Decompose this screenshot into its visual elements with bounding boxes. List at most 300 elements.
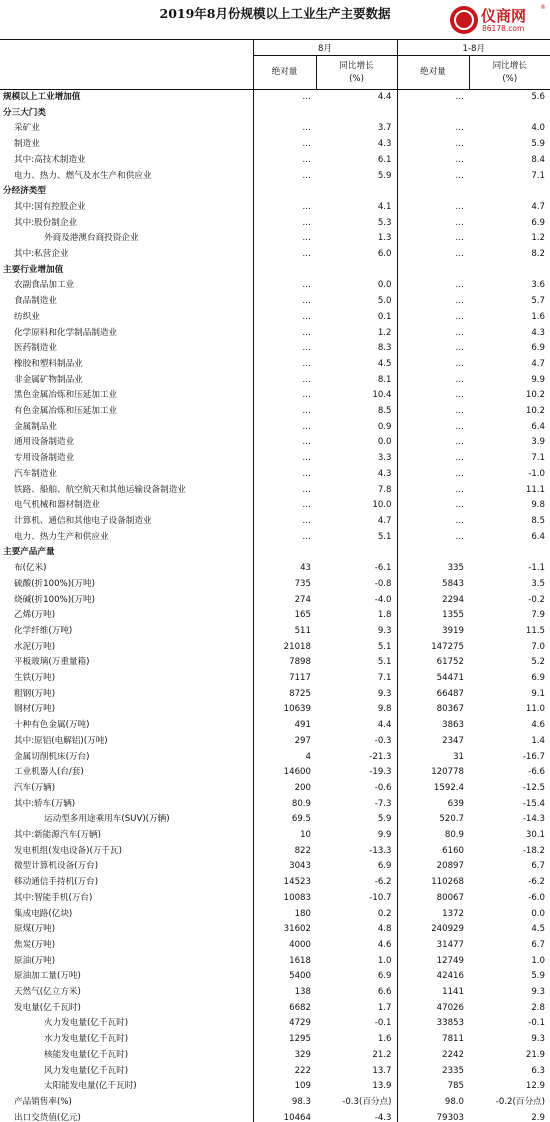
row-growth-ytd: -6.6 xyxy=(528,767,546,778)
row-absolute-aug: 5400 xyxy=(253,969,316,985)
row-name: 十种有色金属(万吨) xyxy=(14,720,90,731)
row-absolute-aug: … xyxy=(253,373,316,389)
row-growth-ytd: -16.7 xyxy=(522,751,546,762)
row-growth-aug xyxy=(316,106,397,122)
row-name: 发电量(亿千瓦时) xyxy=(14,1002,81,1013)
row-growth-ytd: 2.9 xyxy=(469,1111,550,1122)
row-growth-ytd: 3.6 xyxy=(531,280,546,291)
table-section-row xyxy=(0,106,550,122)
row-absolute-ytd: 61752 xyxy=(397,655,469,671)
row-growth-aug: 9.9 xyxy=(377,830,392,841)
table-header-group-row xyxy=(0,40,550,56)
table-row xyxy=(0,734,550,750)
table-row xyxy=(0,435,550,451)
row-growth-ytd: 6.3 xyxy=(531,1065,546,1076)
row-absolute-ytd: 7811 xyxy=(397,1032,469,1048)
row-growth-ytd: 11.1 xyxy=(525,484,546,495)
row-growth-ytd: 10.2 xyxy=(525,406,546,417)
table-row xyxy=(0,624,550,640)
row-absolute-ytd: 80.9 xyxy=(397,828,469,844)
row-growth-ytd: 6.9 xyxy=(531,217,546,228)
table-row xyxy=(0,1016,550,1032)
row-growth-ytd: 5.6 xyxy=(531,92,546,102)
row-absolute-ytd: 66487 xyxy=(397,687,469,703)
row-absolute-aug: … xyxy=(253,278,316,294)
row-absolute-aug: 735 xyxy=(253,577,316,593)
row-absolute-aug: 69.5 xyxy=(253,812,316,828)
row-growth-ytd: 5.9 xyxy=(531,139,546,150)
row-absolute-ytd: … xyxy=(397,231,469,247)
table-row xyxy=(0,200,550,216)
row-absolute-aug xyxy=(253,263,316,279)
row-absolute-aug: 10 xyxy=(253,828,316,844)
row-growth-aug: 1.6 xyxy=(377,1034,392,1045)
row-name: 分经济类型 xyxy=(3,186,46,197)
row-absolute-aug: 10083 xyxy=(253,891,316,907)
row-growth-aug: 5.1 xyxy=(377,531,392,542)
table-row xyxy=(0,1111,550,1122)
row-absolute-aug: 14523 xyxy=(253,875,316,891)
row-absolute-ytd: 110268 xyxy=(397,875,469,891)
row-name: 其中:新能源汽车(万辆) xyxy=(14,830,101,841)
row-growth-ytd: 8.4 xyxy=(531,154,546,165)
table-row xyxy=(0,577,550,593)
row-name: 其中:国有控股企业 xyxy=(14,201,86,212)
row-name: 运动型多用途乘用车(SUV)(万辆) xyxy=(44,814,170,825)
row-growth-ytd: 6.7 xyxy=(531,939,546,950)
row-growth-aug: 8.3 xyxy=(377,343,392,354)
row-absolute-ytd: … xyxy=(397,121,469,137)
row-absolute-aug: 7117 xyxy=(253,671,316,687)
row-absolute-aug: … xyxy=(253,498,316,514)
row-absolute-aug: … xyxy=(253,420,316,436)
row-growth-aug: 9.3 xyxy=(377,625,392,636)
row-growth-ytd: -1.0 xyxy=(528,468,546,479)
row-growth-aug: 1.8 xyxy=(377,610,392,621)
table-row xyxy=(0,969,550,985)
row-growth-ytd: -6.2 xyxy=(528,877,546,888)
row-name: 外商及港澳台商投资企业 xyxy=(44,233,139,244)
row-name: 主要产品产量 xyxy=(3,547,55,558)
table-row xyxy=(0,310,550,326)
row-absolute-aug xyxy=(253,184,316,200)
row-absolute-ytd: … xyxy=(397,310,469,326)
header-growth-label: 同比增长 xyxy=(339,60,374,71)
table-row xyxy=(0,702,550,718)
row-absolute-ytd: … xyxy=(397,137,469,153)
table-row xyxy=(0,797,550,813)
row-growth-ytd: 4.6 xyxy=(531,720,546,731)
row-absolute-aug: … xyxy=(253,326,316,342)
table-row xyxy=(0,451,550,467)
row-absolute-ytd: 520.7 xyxy=(397,812,469,828)
row-growth-ytd: 4.5 xyxy=(531,924,546,935)
row-growth-ytd: 0.0 xyxy=(531,908,546,919)
row-absolute-ytd: 3919 xyxy=(397,624,469,640)
row-growth-aug xyxy=(316,184,397,200)
row-growth-aug: 21.2 xyxy=(372,1049,392,1060)
table-row xyxy=(0,922,550,938)
row-absolute-ytd: 2242 xyxy=(397,1048,469,1064)
row-growth-ytd: 5.7 xyxy=(531,296,546,307)
row-absolute-ytd: 639 xyxy=(397,797,469,813)
row-growth-aug: -6.1 xyxy=(374,563,392,574)
row-absolute-aug: … xyxy=(253,483,316,499)
row-growth-ytd: 1.6 xyxy=(531,311,546,322)
row-growth-aug: -0.1 xyxy=(374,1018,392,1029)
row-name: 发电机组(发电设备)(万千瓦) xyxy=(14,845,122,856)
row-absolute-aug: … xyxy=(253,231,316,247)
row-absolute-ytd: 54471 xyxy=(397,671,469,687)
table-row xyxy=(0,373,550,389)
row-name: 微型计算机设备(万台) xyxy=(14,861,99,872)
row-absolute-ytd: … xyxy=(397,278,469,294)
row-growth-aug: 1.0 xyxy=(377,955,392,966)
row-growth-ytd: 1.0 xyxy=(531,955,546,966)
table-row xyxy=(0,404,550,420)
row-absolute-ytd: … xyxy=(397,467,469,483)
row-absolute-ytd: 31477 xyxy=(397,938,469,954)
row-absolute-ytd: … xyxy=(397,357,469,373)
row-growth-ytd xyxy=(469,263,550,279)
header-blank xyxy=(0,56,253,90)
row-growth-ytd xyxy=(469,545,550,561)
row-name: 金属切削机床(万台) xyxy=(14,751,90,762)
table-row xyxy=(0,907,550,923)
row-name: 火力发电量(亿千瓦时) xyxy=(44,1018,129,1029)
row-absolute-aug: … xyxy=(253,137,316,153)
table-row xyxy=(0,530,550,546)
row-absolute-ytd: 80067 xyxy=(397,891,469,907)
header-growth-unit: (%) xyxy=(349,73,364,84)
table-row xyxy=(0,231,550,247)
row-name: 天然气(亿立方米) xyxy=(14,987,81,998)
row-name: 原油加工量(万吨) xyxy=(14,971,81,982)
row-absolute-ytd: … xyxy=(397,514,469,530)
row-absolute-aug: 6682 xyxy=(253,1001,316,1017)
row-growth-ytd: 6.9 xyxy=(531,343,546,354)
row-growth-aug: -0.3(百分点) xyxy=(342,1097,392,1107)
row-growth-ytd: 4.7 xyxy=(531,358,546,369)
table-row xyxy=(0,640,550,656)
row-absolute-aug: … xyxy=(253,247,316,263)
row-growth-ytd: 6.4 xyxy=(531,531,546,542)
table-row xyxy=(0,278,550,294)
row-name: 集成电路(亿块) xyxy=(14,908,73,919)
row-growth-aug: -4.3 xyxy=(316,1111,397,1122)
row-growth-ytd: -0.2 xyxy=(528,594,546,605)
row-name: 出口交货值(亿元) xyxy=(0,1111,253,1122)
row-absolute-ytd: 785 xyxy=(397,1079,469,1095)
row-name: 电气机械和器材制造业 xyxy=(14,500,100,511)
row-name: 铁路、船舶、航空航天和其他运输设备制造业 xyxy=(14,484,186,495)
row-absolute-ytd xyxy=(397,184,469,200)
table-row xyxy=(0,938,550,954)
table-row xyxy=(0,561,550,577)
table-row xyxy=(0,420,550,436)
row-growth-ytd: 3.9 xyxy=(531,437,546,448)
row-name: 食品制造业 xyxy=(14,296,57,307)
table-row xyxy=(0,137,550,153)
row-name: 其中:轿车(万辆) xyxy=(14,798,76,809)
row-growth-aug: 8.1 xyxy=(377,374,392,385)
row-growth-aug: 3.3 xyxy=(377,453,392,464)
row-absolute-aug: 274 xyxy=(253,593,316,609)
header-growth-label: 同比增长 xyxy=(492,60,527,71)
row-absolute-ytd: … xyxy=(397,420,469,436)
row-absolute-ytd: 1592.4 xyxy=(397,781,469,797)
row-absolute-aug xyxy=(253,106,316,122)
row-name: 电力、热力、燃气及水生产和供应业 xyxy=(14,170,152,181)
table-row xyxy=(0,1095,550,1111)
row-name: 医药制造业 xyxy=(14,343,57,354)
row-absolute-ytd: 79303 xyxy=(397,1111,469,1122)
table-row xyxy=(0,812,550,828)
table-row xyxy=(0,216,550,232)
row-name: 风力发电量(亿千瓦时) xyxy=(44,1065,129,1076)
header-group-jan-aug: 1-8月 xyxy=(397,40,550,56)
row-absolute-ytd: … xyxy=(397,483,469,499)
row-absolute-aug: 43 xyxy=(253,561,316,577)
row-growth-aug: 10.4 xyxy=(372,390,392,401)
row-growth-aug: 3.7 xyxy=(377,123,392,134)
row-name: 金属制品业 xyxy=(14,421,57,432)
table-row xyxy=(0,1064,550,1080)
row-absolute-aug: … xyxy=(253,294,316,310)
row-name: 其中:股份制企业 xyxy=(14,217,78,228)
row-absolute-ytd: 33853 xyxy=(397,1016,469,1032)
row-name: 规模以上工业增加值 xyxy=(3,92,81,102)
row-absolute-aug: 1618 xyxy=(253,954,316,970)
row-growth-aug: -4.0 xyxy=(374,594,392,605)
row-growth-aug: 7.8 xyxy=(377,484,392,495)
row-absolute-aug: 138 xyxy=(253,985,316,1001)
table-row xyxy=(0,1079,550,1095)
row-growth-aug: 6.9 xyxy=(377,861,392,872)
table-row xyxy=(0,671,550,687)
row-absolute-ytd: … xyxy=(397,373,469,389)
row-growth-aug: 4.4 xyxy=(377,92,392,102)
logo-registered-mark: ® xyxy=(540,4,546,11)
row-growth-aug: 6.1 xyxy=(377,154,392,165)
row-name: 其中:高技术制造业 xyxy=(14,154,86,165)
row-growth-ytd: 9.8 xyxy=(531,500,546,511)
row-absolute-ytd: 120778 xyxy=(397,765,469,781)
table-row xyxy=(0,985,550,1001)
table-row xyxy=(0,687,550,703)
table-row xyxy=(0,608,550,624)
row-growth-aug: 5.1 xyxy=(377,641,392,652)
table-row xyxy=(0,828,550,844)
row-absolute-aug: 7898 xyxy=(253,655,316,671)
row-absolute-aug: 200 xyxy=(253,781,316,797)
row-absolute-aug: 165 xyxy=(253,608,316,624)
row-absolute-aug: … xyxy=(253,90,316,106)
row-name: 布(亿米) xyxy=(14,563,47,574)
row-absolute-aug: 98.3 xyxy=(253,1095,316,1111)
row-absolute-ytd: 147275 xyxy=(397,640,469,656)
header-absolute-ytd: 绝对量 xyxy=(397,56,469,90)
table-row xyxy=(0,750,550,766)
row-growth-aug: 5.9 xyxy=(377,814,392,825)
row-absolute-aug: 3043 xyxy=(253,859,316,875)
row-absolute-ytd: 2347 xyxy=(397,734,469,750)
row-growth-aug: 5.1 xyxy=(377,657,392,668)
row-growth-aug: -0.3 xyxy=(374,735,392,746)
row-growth-aug: 5.0 xyxy=(377,296,392,307)
table-row xyxy=(0,153,550,169)
table-row xyxy=(0,891,550,907)
row-growth-ytd: -15.4 xyxy=(522,798,546,809)
row-growth-ytd: 6.7 xyxy=(531,861,546,872)
row-growth-ytd: 11.5 xyxy=(525,625,546,636)
row-growth-aug xyxy=(316,545,397,561)
row-growth-aug: -0.8 xyxy=(374,578,392,589)
row-growth-ytd: 4.3 xyxy=(531,327,546,338)
table-section-row xyxy=(0,90,550,106)
table-row xyxy=(0,765,550,781)
row-growth-ytd: 1.4 xyxy=(531,735,546,746)
row-absolute-ytd: 31 xyxy=(397,750,469,766)
row-absolute-aug: 14600 xyxy=(253,765,316,781)
row-absolute-ytd: 1141 xyxy=(397,985,469,1001)
row-name: 水力发电量(亿千瓦时) xyxy=(44,1034,129,1045)
table-row xyxy=(0,514,550,530)
table-row xyxy=(0,341,550,357)
row-absolute-aug: 297 xyxy=(253,734,316,750)
row-absolute-aug: … xyxy=(253,451,316,467)
row-growth-ytd: -12.5 xyxy=(522,782,546,793)
row-name: 钢材(万吨) xyxy=(14,704,56,715)
row-growth-ytd: 21.9 xyxy=(525,1049,546,1060)
row-absolute-aug: 491 xyxy=(253,718,316,734)
table-row xyxy=(0,169,550,185)
table-section-row xyxy=(0,184,550,200)
page-title: 2019年8月份规模以上工业生产主要数据 xyxy=(159,6,391,21)
row-growth-ytd: 30.1 xyxy=(525,830,546,841)
row-growth-ytd: -6.0 xyxy=(528,892,546,903)
row-growth-ytd: 7.1 xyxy=(531,453,546,464)
row-name: 汽车制造业 xyxy=(14,468,57,479)
row-growth-aug: 0.2 xyxy=(377,908,392,919)
row-growth-ytd: 3.5 xyxy=(531,578,546,589)
row-name: 通用设备制造业 xyxy=(14,437,75,448)
row-absolute-ytd: 1372 xyxy=(397,907,469,923)
row-absolute-ytd: … xyxy=(397,498,469,514)
row-growth-aug: 0.1 xyxy=(377,311,392,322)
row-growth-ytd xyxy=(469,106,550,122)
row-absolute-ytd xyxy=(397,106,469,122)
row-absolute-aug: 511 xyxy=(253,624,316,640)
table-row xyxy=(0,859,550,875)
row-absolute-ytd: 3863 xyxy=(397,718,469,734)
row-growth-ytd: 6.4 xyxy=(531,421,546,432)
row-growth-ytd: -14.3 xyxy=(522,814,546,825)
row-absolute-aug: 180 xyxy=(253,907,316,923)
row-growth-aug: 4.8 xyxy=(377,924,392,935)
row-name: 粗钢(万吨) xyxy=(14,688,56,699)
row-growth-aug: 4.1 xyxy=(377,201,392,212)
row-name: 分三大门类 xyxy=(3,107,46,118)
row-absolute-ytd: … xyxy=(397,404,469,420)
row-absolute-aug: … xyxy=(253,200,316,216)
production-data-table xyxy=(0,39,550,1122)
row-growth-aug: 4.6 xyxy=(377,939,392,950)
row-absolute-aug: … xyxy=(253,121,316,137)
row-name: 非金属矿物制品业 xyxy=(14,374,83,385)
row-absolute-aug: … xyxy=(253,169,316,185)
row-growth-aug: 13.7 xyxy=(372,1065,392,1076)
row-absolute-ytd: 98.0 xyxy=(397,1095,469,1111)
row-absolute-ytd: … xyxy=(397,153,469,169)
row-absolute-aug: … xyxy=(253,153,316,169)
table-row xyxy=(0,781,550,797)
row-name: 太阳能发电量(亿千瓦时) xyxy=(44,1081,137,1092)
row-absolute-aug: 822 xyxy=(253,844,316,860)
row-growth-aug: 4.4 xyxy=(377,720,392,731)
row-growth-ytd xyxy=(469,184,550,200)
row-absolute-aug: 80.9 xyxy=(253,797,316,813)
row-absolute-ytd: 80367 xyxy=(397,702,469,718)
site-logo[interactable] xyxy=(450,6,544,34)
row-growth-aug: 5.9 xyxy=(377,170,392,181)
table-row xyxy=(0,718,550,734)
row-growth-ytd: 5.2 xyxy=(531,657,546,668)
row-name: 烧碱(折100%)(万吨) xyxy=(14,594,95,605)
table-row xyxy=(0,247,550,263)
row-growth-ytd: 6.9 xyxy=(531,673,546,684)
row-absolute-aug: … xyxy=(253,388,316,404)
table-row xyxy=(0,326,550,342)
row-absolute-aug: 329 xyxy=(253,1048,316,1064)
row-absolute-aug: 222 xyxy=(253,1064,316,1080)
row-absolute-aug xyxy=(253,545,316,561)
row-growth-aug: 1.7 xyxy=(377,1002,392,1013)
table-section-row xyxy=(0,263,550,279)
row-name: 原油(万吨) xyxy=(14,955,56,966)
logo-brand: 仪商网 xyxy=(481,7,527,25)
row-absolute-ytd: 240929 xyxy=(397,922,469,938)
row-absolute-ytd: 1355 xyxy=(397,608,469,624)
row-name: 产品销售率(%) xyxy=(14,1097,72,1107)
row-growth-aug: 6.0 xyxy=(377,249,392,260)
row-absolute-aug: … xyxy=(253,357,316,373)
header-blank xyxy=(0,40,253,56)
table-row xyxy=(0,483,550,499)
row-growth-ytd: 4.0 xyxy=(531,123,546,134)
row-name: 化学纤维(万吨) xyxy=(14,625,73,636)
row-growth-aug: -21.3 xyxy=(369,751,392,762)
row-name: 计算机、通信和其他电子设备制造业 xyxy=(14,515,152,526)
row-absolute-aug: 109 xyxy=(253,1079,316,1095)
row-name: 汽车(万辆) xyxy=(14,782,56,793)
table-row xyxy=(0,498,550,514)
row-growth-ytd: 2.8 xyxy=(531,1002,546,1013)
row-growth-ytd: 9.3 xyxy=(531,1034,546,1045)
row-name: 其中:原铝(电解铝)(万吨) xyxy=(14,735,108,746)
row-name: 纺织业 xyxy=(14,311,40,322)
row-absolute-ytd: … xyxy=(397,294,469,310)
row-absolute-ytd: … xyxy=(397,90,469,106)
row-growth-aug: 0.0 xyxy=(377,280,392,291)
row-absolute-ytd: … xyxy=(397,169,469,185)
row-name: 硫酸(折100%)(万吨) xyxy=(14,578,95,589)
row-absolute-aug: … xyxy=(253,216,316,232)
row-growth-aug: -7.3 xyxy=(374,798,392,809)
row-name: 水泥(万吨) xyxy=(14,641,56,652)
row-absolute-aug: … xyxy=(253,310,316,326)
row-growth-ytd: -0.1 xyxy=(528,1018,546,1029)
